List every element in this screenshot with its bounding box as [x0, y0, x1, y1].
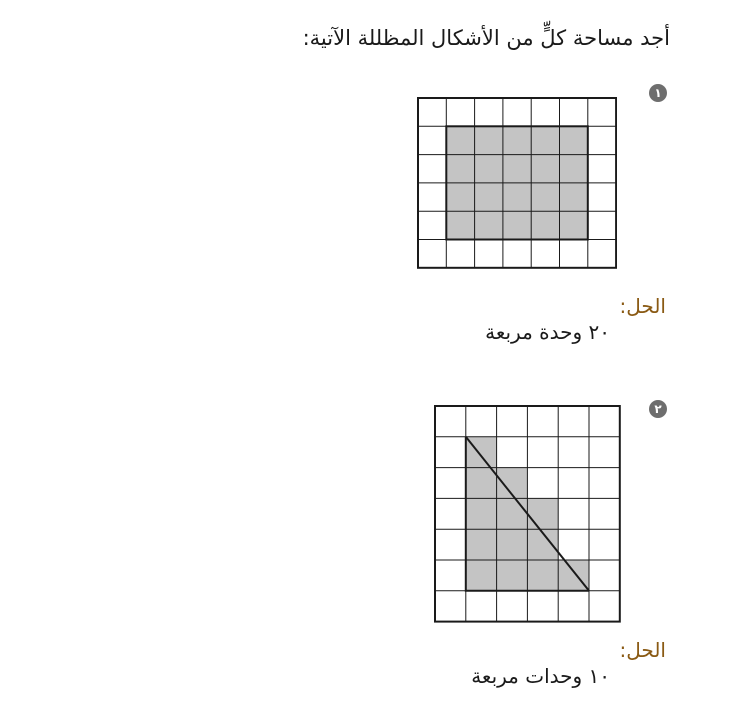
problem-1-answer: ٢٠ وحدة مربعة	[485, 320, 610, 344]
shaded-cell	[466, 468, 497, 499]
shaded-cell	[475, 183, 503, 211]
shaded-cell	[527, 498, 558, 529]
shaded-cell	[503, 183, 531, 211]
shaded-cell	[497, 560, 528, 591]
shaded-cell	[497, 498, 528, 529]
problem-1-grid-figure	[417, 97, 617, 269]
shaded-cell	[503, 211, 531, 239]
shaded-cell	[446, 211, 474, 239]
shaded-cell	[475, 211, 503, 239]
shaded-cell	[560, 211, 588, 239]
problem-1-number-badge: ١	[649, 84, 667, 102]
shaded-cell	[503, 155, 531, 183]
shaded-cell	[466, 560, 497, 591]
shaded-cell	[446, 126, 474, 154]
shaded-cell	[531, 126, 559, 154]
shaded-cell	[560, 183, 588, 211]
shaded-cell	[446, 183, 474, 211]
shaded-cell	[531, 211, 559, 239]
shaded-cell	[527, 560, 558, 591]
problem-2-answer: ١٠ وحدات مربعة	[471, 664, 610, 688]
instruction-text: أجد مساحة كلٍّ من الأشكال المظللة الآتية:	[302, 26, 670, 50]
shaded-cell	[497, 529, 528, 560]
shaded-cell	[446, 155, 474, 183]
shaded-cell	[503, 126, 531, 154]
shaded-cell	[531, 155, 559, 183]
shaded-cell	[531, 183, 559, 211]
problem-2-number-badge: ٢	[649, 400, 667, 418]
problem-2-solution-label: الحل:	[619, 638, 666, 662]
shaded-cell	[560, 126, 588, 154]
shaded-cell	[466, 529, 497, 560]
shaded-cell	[560, 155, 588, 183]
problem-1-solution-label: الحل:	[619, 294, 666, 318]
shaded-cell	[475, 126, 503, 154]
shaded-cell	[466, 498, 497, 529]
shaded-cell	[475, 155, 503, 183]
problem-2-grid-figure	[434, 405, 622, 623]
